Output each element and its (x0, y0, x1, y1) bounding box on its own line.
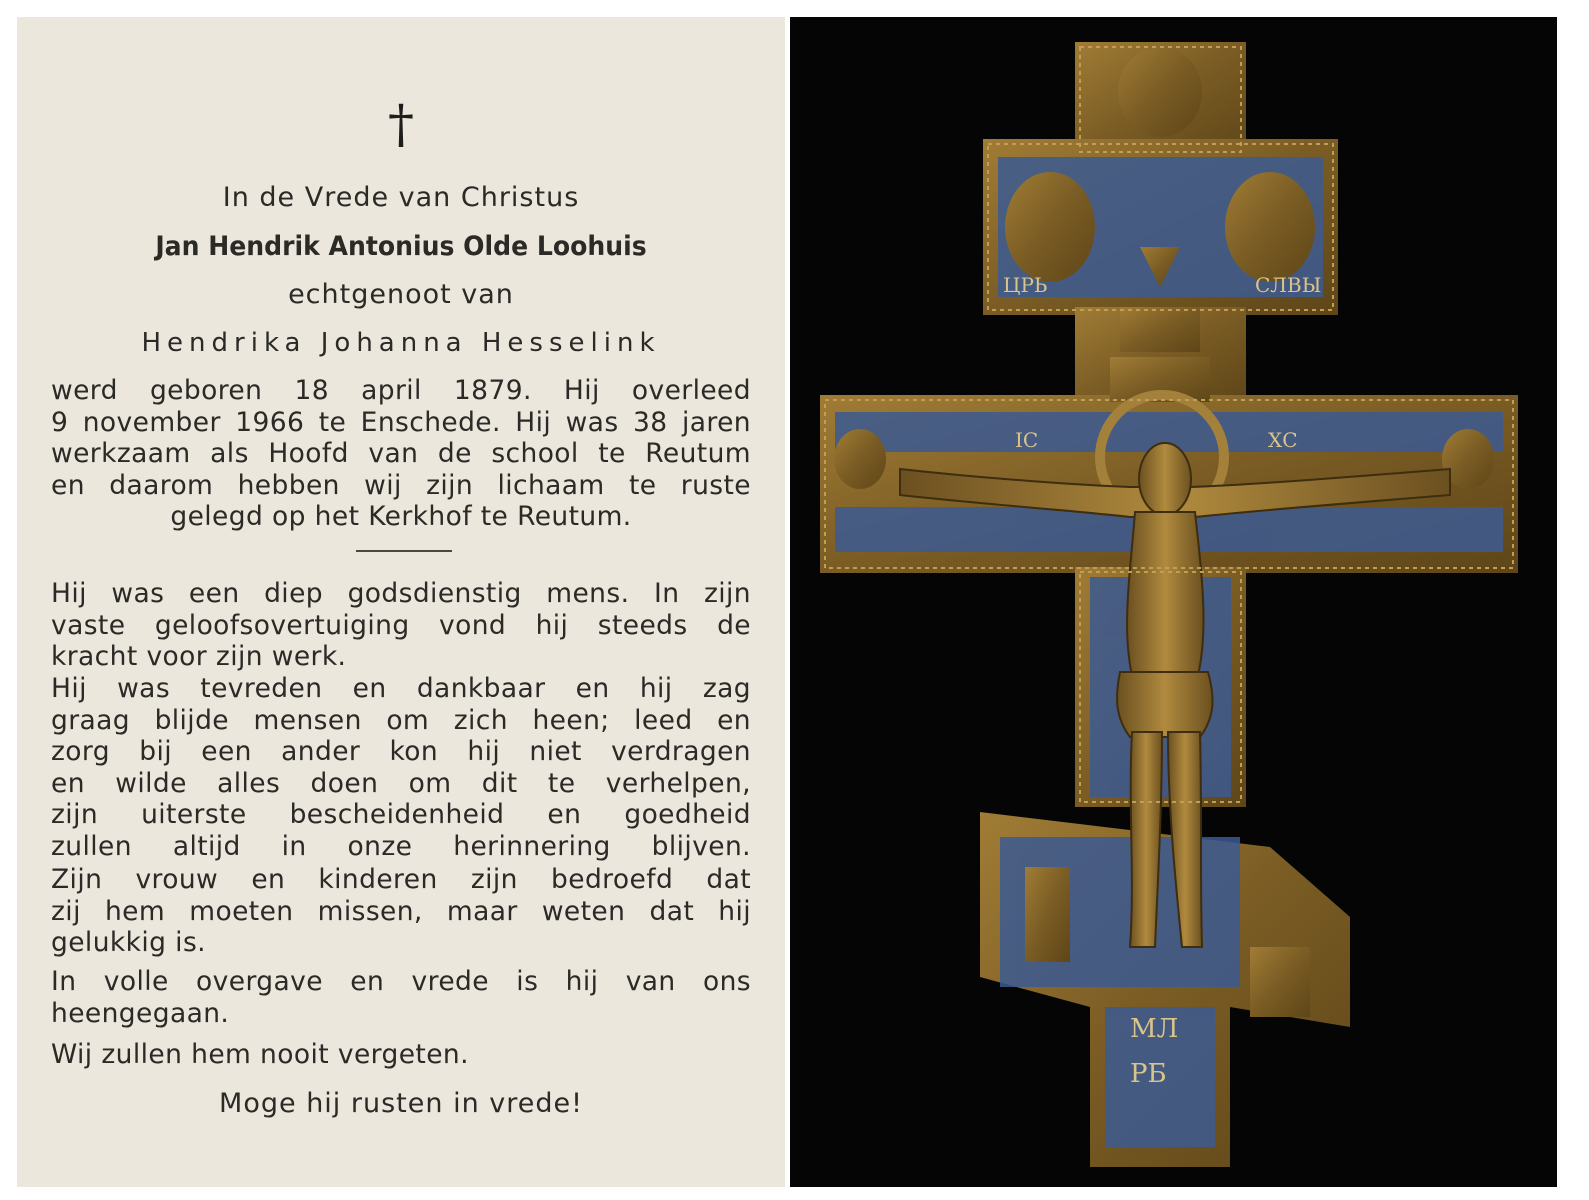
biography (51, 375, 751, 533)
text-line: graag blijde mensen om zich heen; leed en (51, 704, 751, 736)
paragraph-surrender (51, 966, 751, 1029)
crucifix-icon (790, 17, 1557, 1187)
closing-prayer: Moge hij rusten in vrede! (219, 1088, 583, 1119)
divider (356, 550, 452, 552)
inscription-left: ІС (1015, 428, 1039, 452)
text-line: gelukkig is. (51, 927, 206, 959)
paragraph-remember (51, 1039, 751, 1071)
text-line: zijn uiterste bescheidenheid en goedheid (51, 799, 751, 831)
inscription-top-left: ЦРЬ (1003, 273, 1048, 297)
crucifix-picture (790, 17, 1557, 1187)
inscription-right: ХС (1268, 428, 1298, 452)
paragraph-family (51, 864, 751, 959)
inscription-top-right: СЛВЫ (1255, 273, 1322, 297)
inscription-bottom-2: РБ (1130, 1059, 1167, 1089)
text-line: zorg bij een ander kon hij niet verdragen (51, 736, 751, 768)
bio-line: werkzaam als Hoofd van de school te Reutum (51, 438, 751, 470)
cross-symbol: † (388, 95, 414, 155)
text-line: Zijn vrouw en kinderen zijn bedroefd dat (51, 864, 751, 895)
text-line: heengegaan. (51, 997, 230, 1029)
bio-line: en daarom hebben wij zijn lichaam te ruste (51, 469, 751, 501)
text-line: vaste geloofsovertuiging vond hij steeds de (51, 609, 751, 641)
text-line: en wilde alles doen om dit te verhelpen, (51, 767, 751, 799)
deceased-name: Jan Hendrik Antonius Olde Loohuis (155, 231, 647, 262)
memorial-card-text (17, 17, 785, 1187)
text-line: kracht voor zijn werk. (51, 641, 347, 673)
bio-line: gelegd op het Kerkhof te Reutum. (170, 501, 632, 533)
heading: In de Vrede van Christus (222, 182, 580, 213)
bio-line: 9 november 1966 te Enschede. Hij was 38 jaren (51, 406, 751, 438)
text-line: Wij zullen hem nooit vergeten. (51, 1039, 469, 1070)
text-line: Hij was tevreden en dankbaar en hij zag (51, 673, 751, 704)
inscription-bottom-1: МЛ (1130, 1014, 1179, 1044)
text-line: In volle overgave en vrede is hij van ons (51, 966, 751, 997)
text-line: Hij was een diep godsdienstig mens. In zijn (51, 578, 751, 609)
paragraph-faith (51, 578, 751, 673)
relation-text: echtgenoot van (288, 279, 514, 310)
bio-line: werd geboren 18 april 1879. Hij overleed (51, 375, 751, 406)
text-line: zij hem moeten missen, maar weten dat hij (51, 895, 751, 927)
spouse-name: Hendrika Johanna Hesselink (141, 328, 661, 358)
paragraph-character (51, 673, 751, 863)
text-line: zullen altijd in onze herinnering blijven. (51, 830, 751, 862)
